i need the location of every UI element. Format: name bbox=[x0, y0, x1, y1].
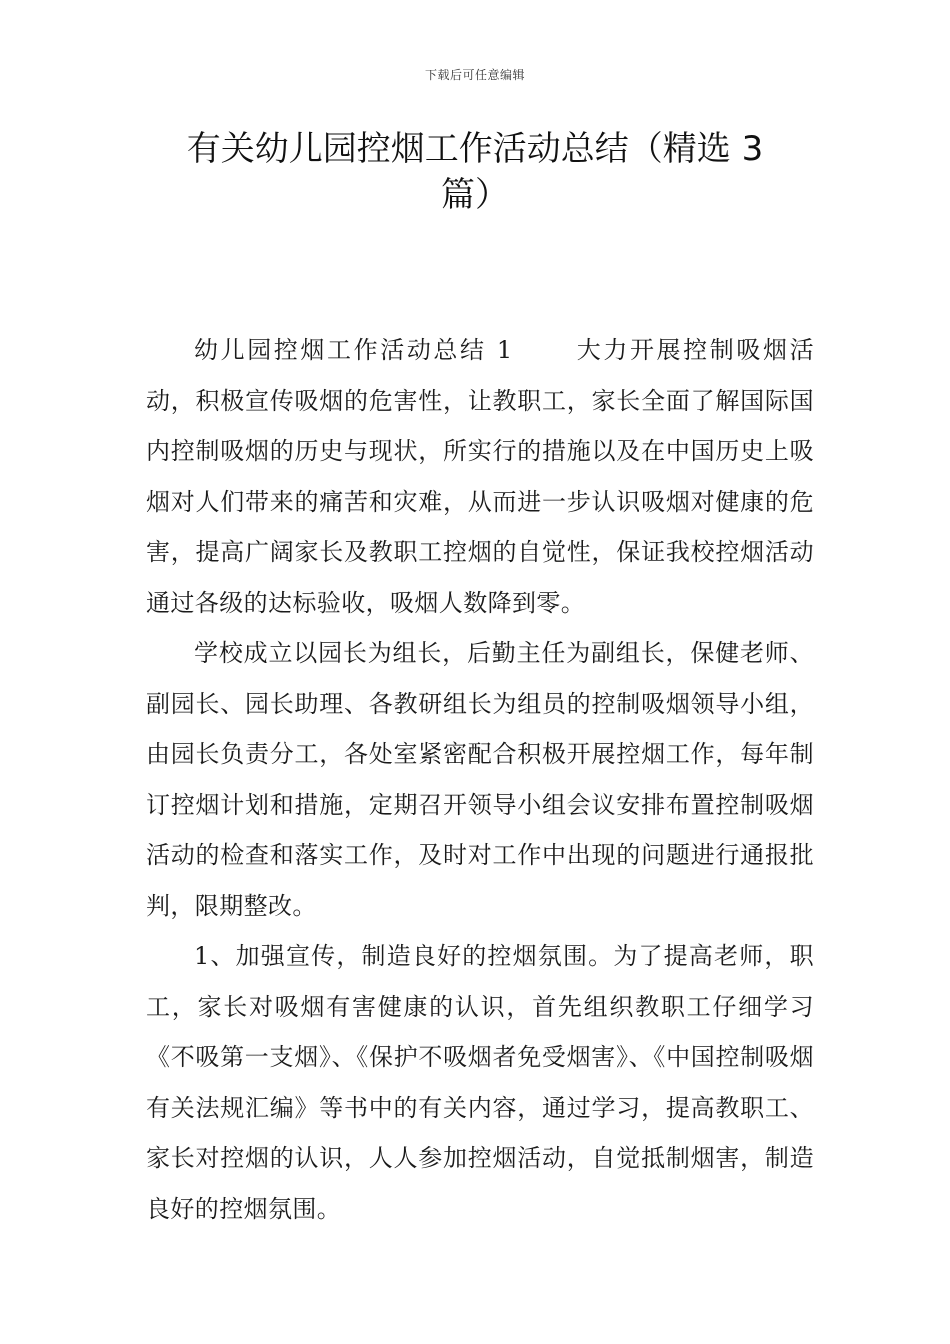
document-body bbox=[146, 325, 814, 1234]
paragraph-1-heading: 幼儿园控烟工作活动总结 1 bbox=[194, 336, 513, 364]
title-line-2: 篇） bbox=[441, 175, 509, 215]
paragraph-3: 1、加强宣传，制造良好的控烟氛围。为了提高老师，职工，家长对吸烟有害健康的认识，首先组织教职工仔细学习《不吸第一支烟》、《保护不吸烟者免受烟害》、《中国控制吸烟有关法规汇编》等书中的有关内容，通过学习，提高教职工、家长对控烟的认识，人人参加控烟活动，自觉抵制烟害，制造良好的控烟氛围。 bbox=[146, 942, 814, 1223]
title-line-1: 有关幼儿园控烟工作活动总结（精选 3 bbox=[186, 129, 764, 169]
paragraph-2: 学校成立以园长为组长，后勤主任为副组长，保健老师、副园长、园长助理、各教研组长为组员的控制吸烟领导小组，由园长负责分工，各处室紧密配合积极开展控烟工作，每年制订控烟计划和措施，定期召开领导小组会议安排布置控制吸烟活动的检查和落实工作，及时对工作中出现的问题进行通报批判，限期整改。 bbox=[146, 639, 814, 920]
header-note: 下载后可任意编辑 bbox=[424, 68, 525, 82]
paragraph-1-text: 大力开展控制吸烟活动，积极宣传吸烟的危害性，让教职工，家长全面了解国际国内控制吸烟的历史与现状，所实行的措施以及在中国历史上吸烟对人们带来的痛苦和灾难，从而进一步认识吸烟对健康的危害，提高广阔家长及教职工控烟的自觉性，保证我校控烟活动通过各级的达标验收，吸烟人数降到零。 bbox=[146, 336, 814, 617]
paragraph-1 bbox=[146, 325, 814, 628]
page-title bbox=[150, 126, 800, 218]
